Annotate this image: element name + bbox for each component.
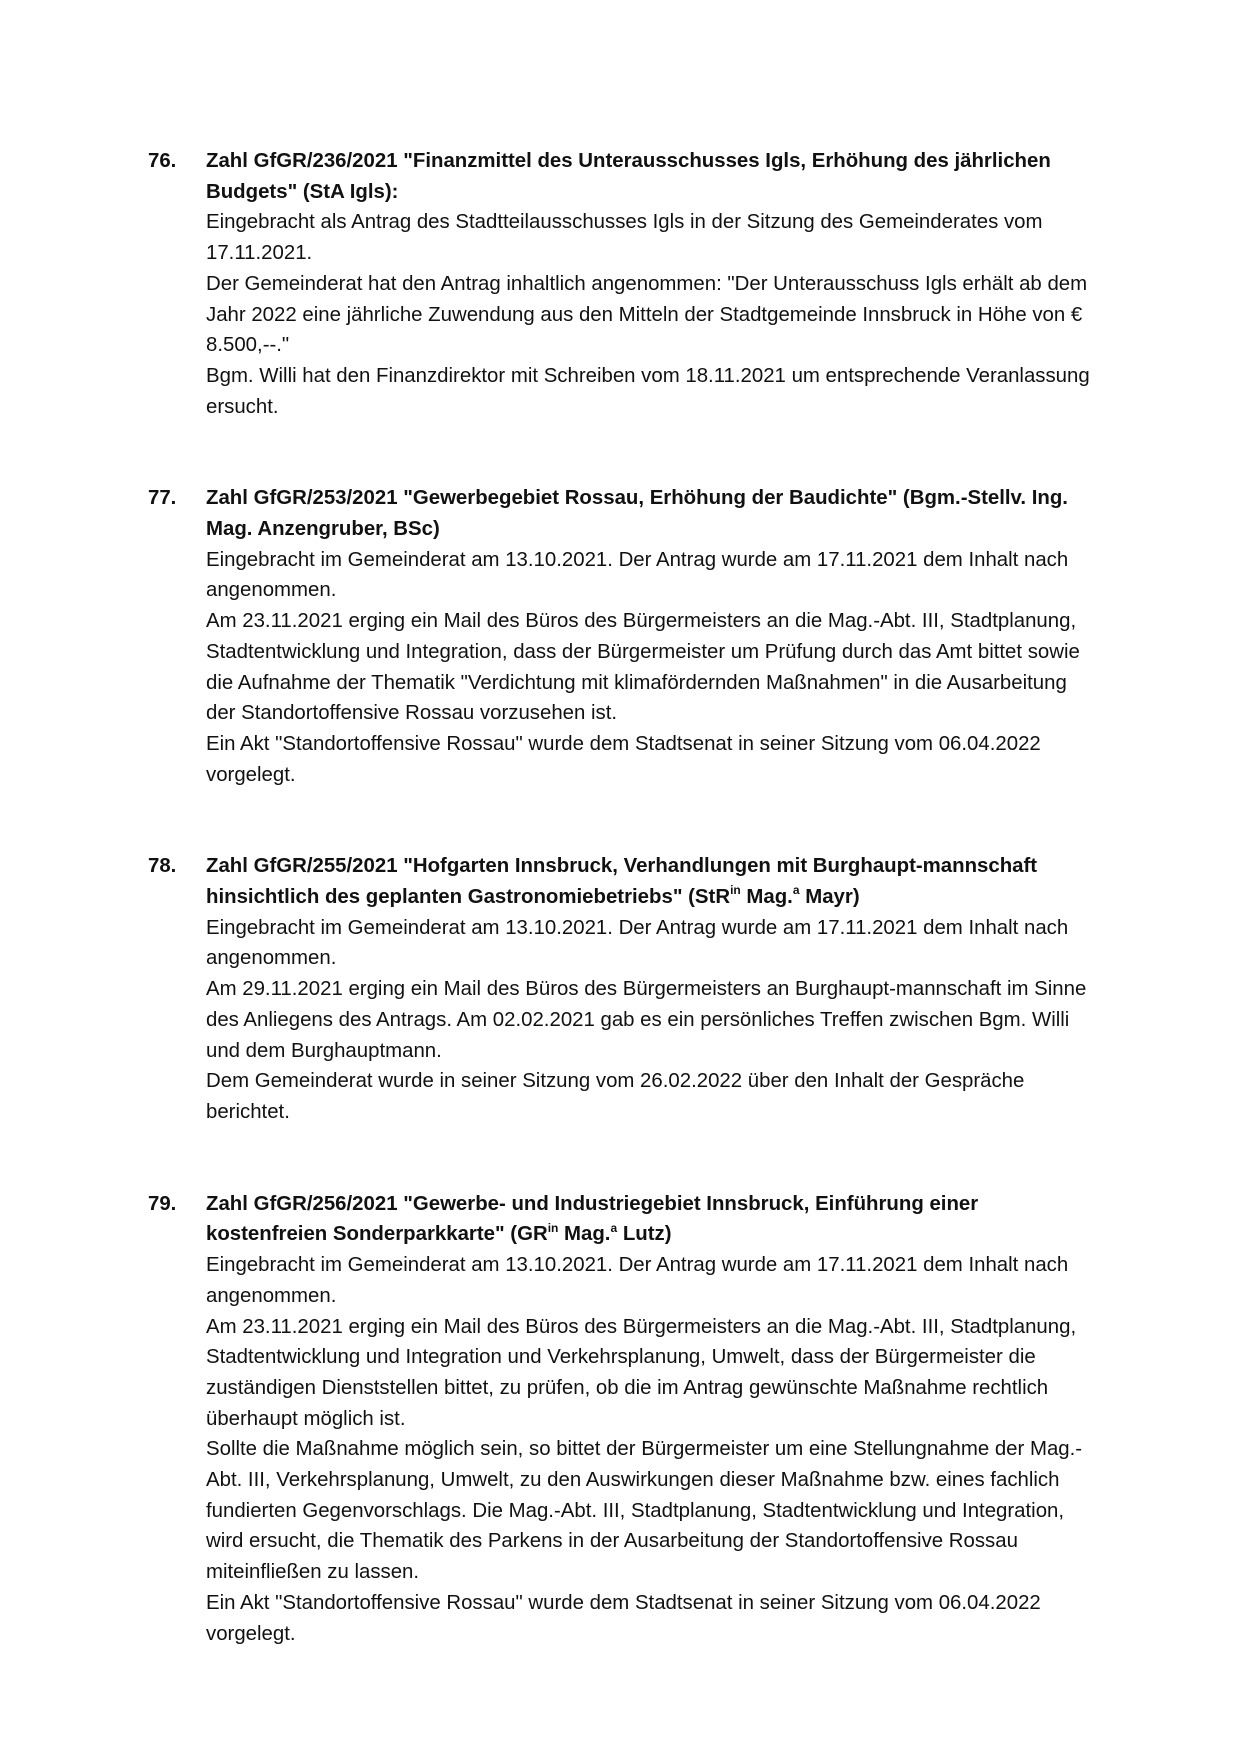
item-paragraph: Am 23.11.2021 erging ein Mail des Büros des Bürgermeisters an die Mag.-Abt. III, Stadtplanung, Stadtentwicklung und Integration und Verkehrsplanung, Umwelt, dass der Bürgermeister die zuständigen Dienststellen bittet, zu prüfen, ob die im Antrag gewünschte Maßnahme rechtlich überhaupt möglich ist. xyxy=(206,1315,1077,1430)
item-paragraph: Eingebracht im Gemeinderat am 13.10.2021. Der Antrag wurde am 17.11.2021 dem Inhalt nach angenommen. xyxy=(206,1254,1069,1307)
item-paragraph: Eingebracht als Antrag des Stadtteilausschusses Igls in der Sitzung des Gemeinderates vom 17.11.2021. xyxy=(206,211,1043,265)
item-title: Zahl GfGR/253/2021 "Gewerbegebiet Rossau, Erhöhung der Baudichte" (Bgm.-Stellv. Ing. Mag. Anzengruber, BSc) xyxy=(206,487,1068,541)
item-spacer xyxy=(148,790,1098,851)
title-superscript: in xyxy=(547,1220,559,1235)
title-superscript: a xyxy=(792,883,800,898)
agenda-item-76 xyxy=(148,146,1098,422)
item-paragraph: Eingebracht im Gemeinderat am 13.10.2021. Der Antrag wurde am 17.11.2021 dem Inhalt nach angenommen. xyxy=(206,916,1069,970)
item-number: 79. xyxy=(148,1192,177,1215)
title-superscript: a xyxy=(610,1220,618,1235)
item-title: Zahl GfGR/236/2021 "Finanzmittel des Unterausschusses Igls, Erhöhung des jährlichen Budgets" (StA Igls): xyxy=(206,150,1051,203)
document-page xyxy=(148,146,1098,1649)
item-paragraph: Am 29.11.2021 erging ein Mail des Büros des Bürgermeisters an Burghaupt-mannschaft im Sinne des Anliegens des Antrags. Am 02.02.2021 gab es ein persönliches Treffen zwischen Bgm. Willi und dem Burghauptmann. xyxy=(206,978,1087,1062)
item-title xyxy=(206,1189,1098,1250)
item-paragraph: Der Gemeinderat hat den Antrag inhaltlich angenommen: "Der Unterausschuss Igls erhält ab dem Jahr 2022 eine jährliche Zuwendung aus den Mitteln der Stadtgemeinde Innsbruck in Höhe von € 8.500,--." xyxy=(206,272,1088,357)
agenda-item-78 xyxy=(148,851,1098,1127)
title-text: Lutz) xyxy=(617,1223,672,1246)
title-text: Mag. xyxy=(558,1223,611,1246)
title-text: Mayr) xyxy=(799,886,860,909)
item-title xyxy=(206,851,1098,912)
item-number: 76. xyxy=(148,150,177,172)
title-text: Zahl GfGR/256/2021 "Gewerbe- und Industriegebiet Innsbruck, Einführung einer kostenfreien Sonderparkkarte" (GR xyxy=(206,1192,979,1246)
title-superscript: in xyxy=(730,883,741,898)
item-paragraph: Dem Gemeinderat wurde in seiner Sitzung vom 26.02.2022 über den Inhalt der Gespräche berichtet. xyxy=(206,1070,1025,1123)
item-spacer xyxy=(148,422,1098,483)
item-paragraph: Ein Akt "Standortoffensive Rossau" wurde dem Stadtsenat in seiner Sitzung vom 06.04.2022 vorgelegt. xyxy=(206,732,1041,786)
item-paragraph: Sollte die Maßnahme möglich sein, so bittet der Bürgermeister um eine Stellungnahme der Mag.-Abt. III, Verkehrsplanung, Umwelt, zu den Auswirkungen dieser Maßnahme bzw. eines fachlich fundierten Gegenvorschlags. Die Mag.-Abt. III, Stadtplanung, Stadtentwicklung und Integration, wird ersucht, die Thematik des Parkens in der Ausarbeitung der Standortoffensive Rossau miteinfließen zu lassen. xyxy=(206,1438,1083,1584)
title-text: Zahl GfGR/255/2021 "Hofgarten Innsbruck, Verhandlungen mit Burghaupt-mannschaft hinsichtlich des geplanten Gastronomiebetriebs" (StR xyxy=(206,855,1038,909)
item-paragraph: Bgm. Willi hat den Finanzdirektor mit Schreiben vom 18.11.2021 um entsprechende Veranlassung ersucht. xyxy=(206,364,1090,418)
item-paragraph: Eingebracht im Gemeinderat am 13.10.2021. Der Antrag wurde am 17.11.2021 dem Inhalt nach angenommen. xyxy=(206,548,1069,602)
item-paragraph: Am 23.11.2021 erging ein Mail des Büros des Bürgermeisters an die Mag.-Abt. III, Stadtplanung, Stadtentwicklung und Integration, dass der Bürgermeister um Prüfung durch das Amt bittet sowie die Aufnahme der Thematik "Verdichtung mit klimafördernden Maßnahmen" in die Ausarbeitung der Standortoffensive Rossau vorzusehen ist. xyxy=(206,610,1080,725)
title-text: Mag. xyxy=(740,886,793,909)
item-number: 78. xyxy=(148,855,177,878)
agenda-item-77 xyxy=(148,483,1098,790)
item-spacer xyxy=(148,1128,1098,1189)
item-paragraph: Ein Akt "Standortoffensive Rossau" wurde dem Stadtsenat in seiner Sitzung vom 06.04.2022 vorgelegt. xyxy=(206,1591,1041,1645)
item-number: 77. xyxy=(148,487,177,510)
agenda-item-79 xyxy=(148,1189,1098,1650)
